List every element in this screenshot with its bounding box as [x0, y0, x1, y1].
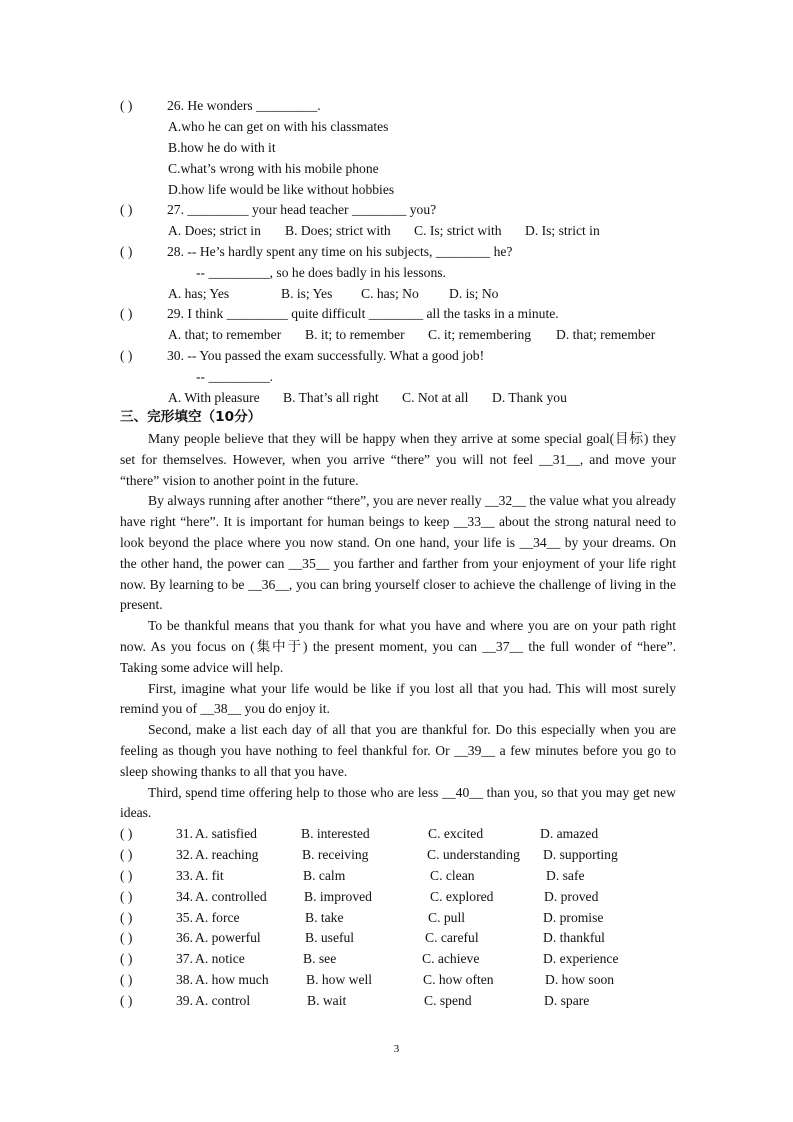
- question-number: 34.: [176, 889, 193, 904]
- question-number: 31.: [176, 826, 193, 841]
- question-number: 39.: [176, 993, 193, 1008]
- question-text: 28. -- He’s hardly spent any time on his subjects, ________ he?: [167, 244, 513, 259]
- passage-paragraph: Third, spend time offering help to those who are less __40__ than you, so that you may get new ideas.: [120, 784, 676, 821]
- answer-blank[interactable]: ( ): [120, 868, 133, 883]
- answer-blank[interactable]: ( ): [120, 306, 133, 321]
- option: A. notice: [195, 951, 245, 966]
- question-text: 27. _________ your head teacher ________ you?: [167, 202, 437, 217]
- option: D. amazed: [540, 826, 599, 841]
- option: A. satisfied: [195, 826, 257, 841]
- answer-blank[interactable]: ( ): [120, 993, 133, 1008]
- option: B. Does; strict with: [285, 223, 391, 238]
- question-number: 36.: [176, 930, 193, 945]
- cloze-passage: [120, 429, 676, 824]
- question-number: 37.: [176, 951, 193, 966]
- answer-blank[interactable]: ( ): [120, 972, 133, 987]
- option: A. Does; strict in: [168, 223, 261, 238]
- question-number: 35.: [176, 910, 193, 925]
- option: D. supporting: [543, 847, 618, 862]
- option: B. useful: [305, 930, 355, 945]
- question-number: 33.: [176, 868, 193, 883]
- question-number: 32.: [176, 847, 193, 862]
- option: C. spend: [424, 993, 472, 1008]
- option: D. how soon: [545, 972, 615, 987]
- option: D. safe: [546, 868, 585, 883]
- answer-blank[interactable]: ( ): [120, 951, 133, 966]
- option: A. With pleasure: [168, 390, 260, 405]
- passage-paragraph: Many people believe that they will be happy when they arrive at some special goal(目标) they set for themselves. However, when you arrive “there” you will not feel __31__, and move your “there” vision to another point in the future.: [120, 431, 676, 488]
- option: C.what’s wrong with his mobile phone: [168, 161, 379, 176]
- option: A. has; Yes: [168, 286, 230, 301]
- option: C. clean: [430, 868, 475, 883]
- option: B. how well: [306, 972, 373, 987]
- option: C. understanding: [427, 847, 520, 862]
- option: C. has; No: [361, 286, 419, 301]
- option: B. it; to remember: [305, 327, 405, 342]
- response-line: -- _________, so he does badly in his lessons.: [196, 265, 446, 280]
- question-text: 30. -- You passed the exam successfully. What a good job!: [167, 348, 485, 363]
- option: C. Not at all: [402, 390, 469, 405]
- option: A.who he can get on with his classmates: [168, 119, 389, 134]
- option: C. achieve: [422, 951, 480, 966]
- option: B. calm: [303, 868, 346, 883]
- passage-paragraph: To be thankful means that you thank for what you have and where you are on your path right now. As you focus on (集中于) the present moment, you can __37__ the full wonder of “here”. Taking some advice will help.: [120, 618, 676, 675]
- option: A. powerful: [195, 930, 261, 945]
- answer-blank[interactable]: ( ): [120, 826, 133, 841]
- answer-blank[interactable]: ( ): [120, 930, 133, 945]
- option: C. Is; strict with: [414, 223, 502, 238]
- option: D. Thank you: [492, 390, 567, 405]
- passage-paragraph: First, imagine what your life would be like if you lost all that you had. This will most surely remind you of __38__ you do enjoy it.: [120, 680, 676, 717]
- answer-blank[interactable]: ( ): [120, 202, 133, 217]
- option: D. thankful: [543, 930, 605, 945]
- option: B.how he do with it: [168, 140, 276, 155]
- option: A. controlled: [195, 889, 267, 904]
- option: D. is; No: [449, 286, 499, 301]
- page-number: 3: [393, 1043, 400, 1055]
- passage-paragraph: Second, make a list each day of all that you are thankful for. Do this especially when you are feeling as though you have nothing to feel thankful for. Or __39__ a few minutes before you go to sleep showing thanks to all that you have.: [120, 722, 676, 779]
- option: C. pull: [428, 910, 466, 925]
- option: A. fit: [195, 868, 224, 883]
- answer-blank[interactable]: ( ): [120, 98, 133, 113]
- question-text: 29. I think _________ quite difficult ________ all the tasks in a minute.: [167, 306, 559, 321]
- answer-blank[interactable]: ( ): [120, 910, 133, 925]
- option: D. Is; strict in: [525, 223, 600, 238]
- option: A. how much: [195, 972, 269, 987]
- option: C. it; remembering: [428, 327, 532, 342]
- option: B. take: [305, 910, 344, 925]
- option: C. how often: [423, 972, 494, 987]
- option: D. that; remember: [556, 327, 656, 342]
- answer-blank[interactable]: ( ): [120, 348, 133, 363]
- option: C. excited: [428, 826, 484, 841]
- answer-blank[interactable]: ( ): [120, 889, 133, 904]
- option: C. careful: [425, 930, 479, 945]
- option: D.how life would be like without hobbies: [168, 182, 395, 197]
- option: A. force: [195, 910, 240, 925]
- response-line: -- _________.: [196, 369, 274, 384]
- option: B. improved: [304, 889, 372, 904]
- option: D. promise: [543, 910, 604, 925]
- question-number: 38.: [176, 972, 193, 987]
- option: D. proved: [544, 889, 599, 904]
- option: B. wait: [307, 993, 347, 1008]
- answer-blank[interactable]: ( ): [120, 244, 133, 259]
- option: C. explored: [430, 889, 494, 904]
- option: B. is; Yes: [281, 286, 333, 301]
- option: A. that; to remember: [168, 327, 282, 342]
- option: D. experience: [543, 951, 619, 966]
- passage-paragraph: By always running after another “there”, you are never really __32__ the value what you already have right “here”. It is important for human beings to keep __33__ about the strong natural need to look beyond the place where you now stand. On one hand, your life is __34__ by your dreams. On the other hand, the power can __35__ you farther and farther from your enjoyment of your life right now. By learning to be __36__, you can bring yourself closer to achieve the challenge of living in the present.: [120, 493, 676, 613]
- option: B. That’s all right: [283, 390, 379, 405]
- question-text: 26. He wonders _________.: [167, 98, 321, 113]
- option: D. spare: [544, 993, 590, 1008]
- answer-blank[interactable]: ( ): [120, 847, 133, 862]
- option: B. see: [303, 951, 337, 966]
- section-heading: 三、完形填空（10分）: [120, 409, 262, 425]
- option: A. control: [195, 993, 251, 1008]
- option: B. receiving: [302, 847, 369, 862]
- option: B. interested: [301, 826, 370, 841]
- option: A. reaching: [195, 847, 259, 862]
